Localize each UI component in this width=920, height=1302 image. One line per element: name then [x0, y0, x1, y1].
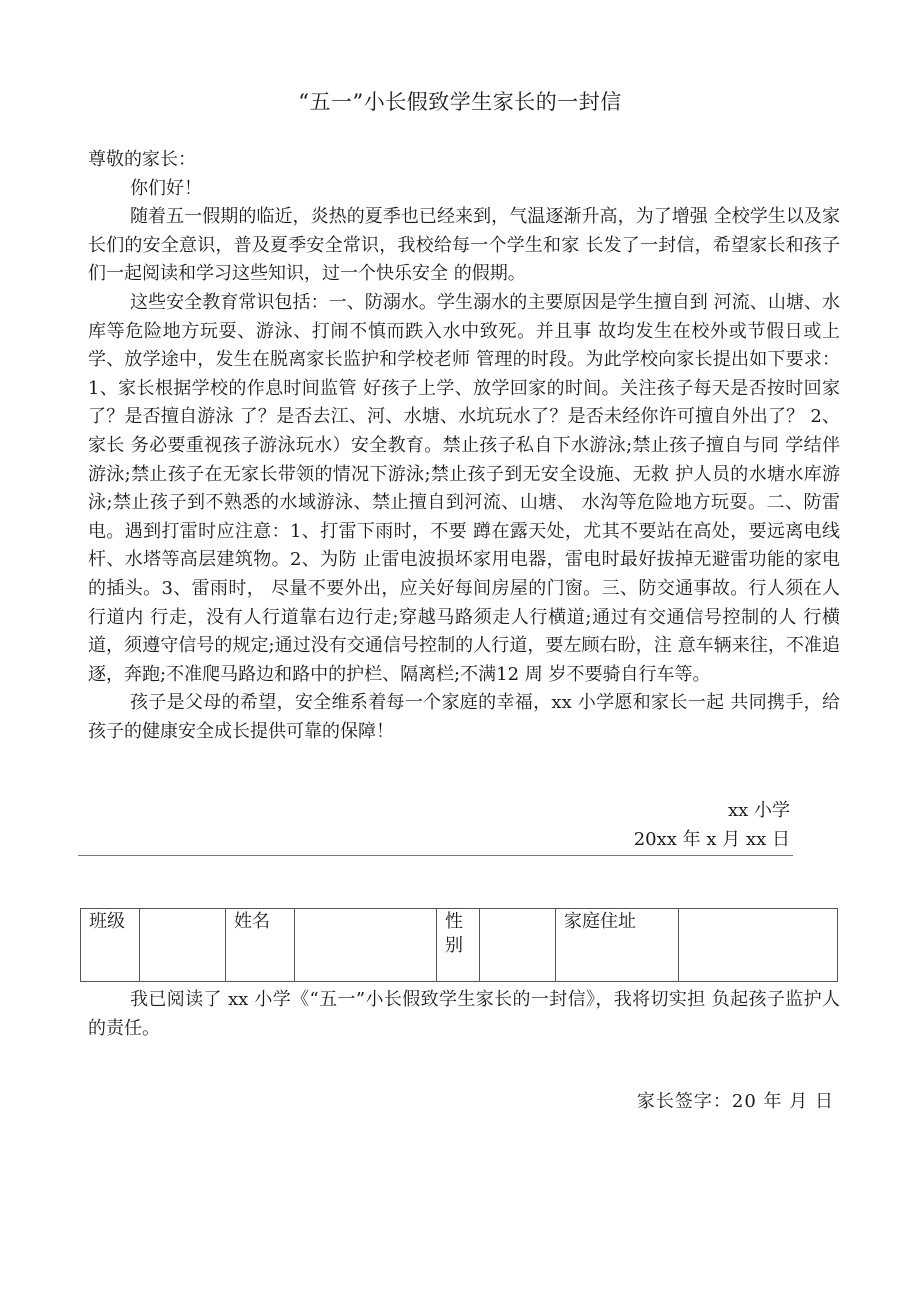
class-field[interactable]: [140, 909, 226, 982]
address-label: 家庭住址: [556, 909, 679, 982]
address-field[interactable]: [679, 909, 838, 982]
name-field[interactable]: [295, 909, 437, 982]
paragraph-closing: 孩子是父母的希望，安全维系着每一个家庭的幸福，xx 小学愿和家长一起 共同携手，给孩子的健康安全成长提供可靠的保障！: [88, 692, 840, 742]
signature-date: 20xx 年 x 月 xx 日: [633, 829, 790, 850]
reply-slip-table: [80, 908, 838, 982]
salutation: 尊敬的家长：: [88, 149, 196, 170]
name-label: 姓名: [226, 909, 295, 982]
letter-body: [88, 146, 840, 746]
greeting: 你们好！: [130, 177, 202, 199]
divider-line: [78, 855, 793, 856]
table-row: [81, 909, 838, 982]
confirmation-text: 我已阅读了 xx 小学《“五一”小长假致学生家长的一封信》，我将切实担 负起孩子监护人的责任。: [88, 989, 840, 1039]
paragraph-intro: 随着五一假期的临近，炎热的夏季也已经来到，气温逐渐升高，为了增强 全校学生以及家长们的安全意识，普及夏季安全常识，我校给每一个学生和家 长发了一封信，希望家长和孩子们一起阅读和学习这些知识，过一个快乐安全 的假期。: [88, 206, 840, 285]
signature-school: xx 小学: [727, 800, 790, 821]
letter-title: “五一”小长假致学生家长的一封信: [298, 90, 622, 114]
class-label: 班级: [81, 909, 140, 982]
paragraph-safety-tips: 这些安全教育常识包括：一、防溺水。学生溺水的主要原因是学生擅自到 河流、山塘、水库等危险地方玩耍、游泳、打闹不慎而跌入水中致死。并且事 故均发生在校外或节假日或上学、放学途中，发生在脱离家长监护和学校老师 管理的时段。为此学校向家长提出如下要求：1、家长根据学校的作息时间监管 好孩子上学、放学回家的时间。关注孩子每天是否按时回家了？是否擅自游泳 了？是否去江、河、水塘、水坑玩水了？是否未经你许可擅自外出了？ 2、家长 务必要重视孩子游泳玩水）安全教育。禁止孩子私自下水游泳;禁止孩子擅自与同 学结伴游泳;禁止孩子在无家长带领的情况下游泳;禁止孩子到无安全设施、无救 护人员的水塘水库游泳;禁止孩子到不熟悉的水域游泳、禁止擅自到河流、山塘、 水沟等危险地方玩耍。二、防雷电。遇到打雷时应注意：1、打雷下雨时，不要 蹲在露天处，尤其不要站在高处，要远离电线杆、水塔等高层建筑物。2、为防 止雷电波损坏家用电器，雷电时最好拔掉无避雷功能的家电的插头。3、雷雨时， 尽量不要外出，应关好每间房屋的门窗。三、防交通事故。行人须在人行道内 行走，没有人行道靠右边行走;穿越马路须走人行横道;通过有交通信号控制的人 行横道，须遵守信号的规定;通过没有交通信号控制的人行道，要左顾右盼，注 意车辆来往，不准追逐，奔跑;不准爬马路边和路中的护栏、隔离栏;不满12 周 岁不要骑自行车等。: [88, 291, 840, 685]
gender-field[interactable]: [480, 909, 556, 982]
parent-signature-line: 家长签字：20 年 月 日: [636, 1091, 834, 1112]
gender-label: 性别: [437, 909, 480, 982]
signature-block: [634, 796, 790, 854]
